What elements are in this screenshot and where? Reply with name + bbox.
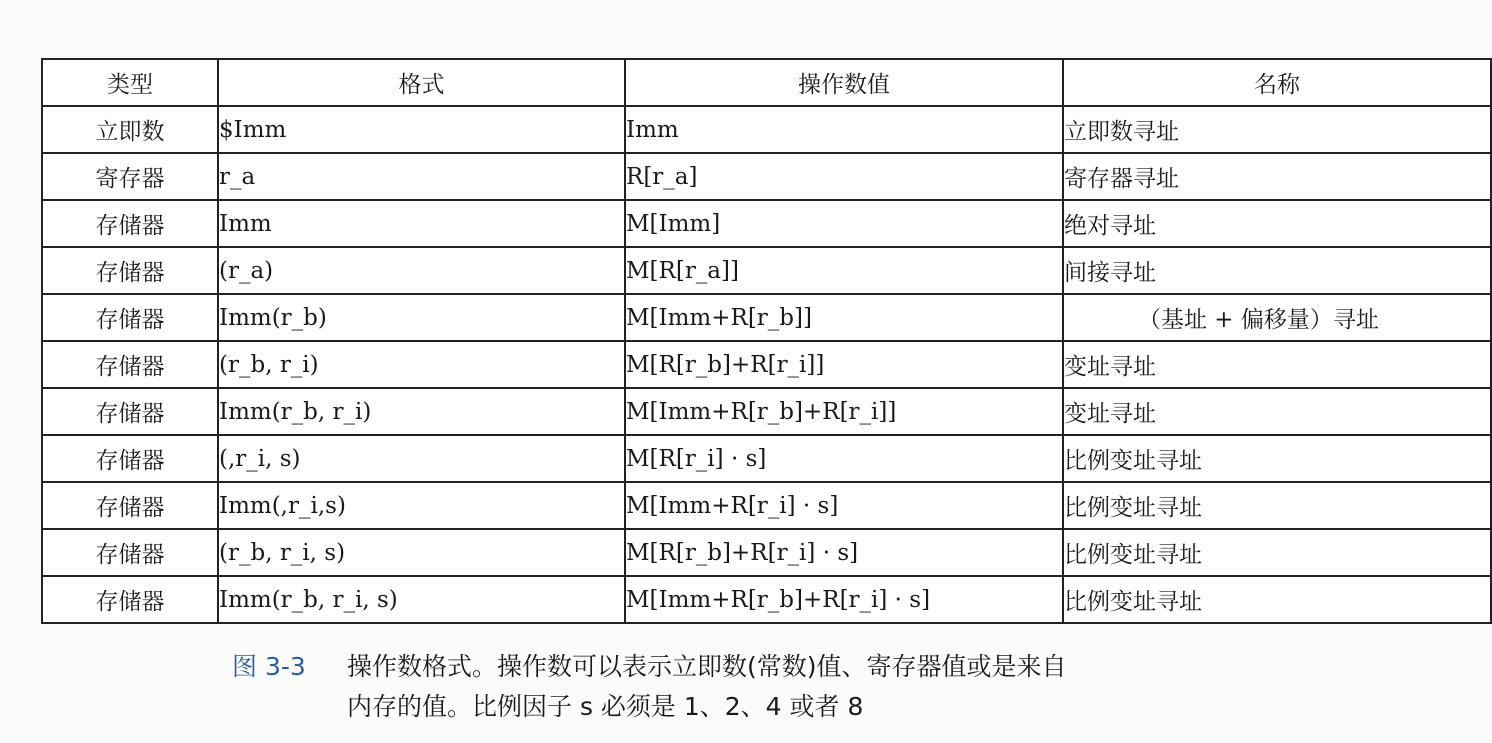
operand-format-table (41, 58, 1492, 624)
header-operand-value: 操作数值 (625, 59, 1063, 106)
table-header-row (42, 59, 1491, 106)
operand-value-cell: M[R[r_a]] (625, 247, 1063, 294)
operand-value-cell: M[Imm+R[r_b]] (625, 294, 1063, 341)
format-cell: Imm (218, 200, 625, 247)
header-format: 格式 (218, 59, 625, 106)
operand-value-cell: M[R[r_b]+R[r_i]] (625, 341, 1063, 388)
format-cell: Imm(r_b) (218, 294, 625, 341)
name-cell: 比例变址寻址 (1063, 576, 1491, 623)
operand-value-cell: M[Imm+R[r_b]+R[r_i] · s] (625, 576, 1063, 623)
type-cell: 存储器 (42, 529, 218, 576)
name-cell: 比例变址寻址 (1063, 529, 1491, 576)
type-cell: 立即数 (42, 106, 218, 153)
table-row (42, 153, 1491, 200)
format-cell: (r_b, r_i) (218, 341, 625, 388)
table-row (42, 106, 1491, 153)
type-cell: 存储器 (42, 576, 218, 623)
format-cell: (r_b, r_i, s) (218, 529, 625, 576)
name-cell: 比例变址寻址 (1063, 435, 1491, 482)
header-type: 类型 (42, 59, 218, 106)
table-row (42, 435, 1491, 482)
operand-value-cell: M[R[r_b]+R[r_i] · s] (625, 529, 1063, 576)
format-cell: (r_a) (218, 247, 625, 294)
type-cell: 存储器 (42, 341, 218, 388)
name-cell: 绝对寻址 (1063, 200, 1491, 247)
table-row (42, 482, 1491, 529)
table-row (42, 576, 1491, 623)
operand-value-cell: M[Imm+R[r_i] · s] (625, 482, 1063, 529)
caption-text-line-1: 操作数格式。操作数可以表示立即数(常数)值、寄存器值或是来自 (347, 652, 1067, 681)
format-cell: Imm(,r_i,s) (218, 482, 625, 529)
name-cell: 比例变址寻址 (1063, 482, 1491, 529)
table-row (42, 294, 1491, 341)
type-cell: 存储器 (42, 247, 218, 294)
operand-value-cell: M[Imm+R[r_b]+R[r_i]] (625, 388, 1063, 435)
name-cell: 变址寻址 (1063, 388, 1491, 435)
caption-text-line-2: 内存的值。比例因子 s 必须是 1、2、4 或者 8 (347, 692, 864, 721)
format-cell: Imm(r_b, r_i, s) (218, 576, 625, 623)
table-row (42, 247, 1491, 294)
operand-value-cell: R[r_a] (625, 153, 1063, 200)
type-cell: 寄存器 (42, 153, 218, 200)
operand-value-cell: Imm (625, 106, 1063, 153)
operand-value-cell: M[R[r_i] · s] (625, 435, 1063, 482)
type-cell: 存储器 (42, 200, 218, 247)
figure-label: 图 3-3 (232, 652, 306, 681)
type-cell: 存储器 (42, 388, 218, 435)
name-cell: （基址 + 偏移量）寻址 (1063, 294, 1491, 341)
format-cell: Imm(r_b, r_i) (218, 388, 625, 435)
format-cell: $Imm (218, 106, 625, 153)
header-name: 名称 (1063, 59, 1491, 106)
table-row (42, 529, 1491, 576)
name-cell: 寄存器寻址 (1063, 153, 1491, 200)
caption-line-1 (232, 647, 1382, 687)
figure-caption (232, 647, 1382, 727)
format-cell: r_a (218, 153, 625, 200)
format-cell: (,r_i, s) (218, 435, 625, 482)
name-cell: 立即数寻址 (1063, 106, 1491, 153)
operand-value-cell: M[Imm] (625, 200, 1063, 247)
name-cell: 间接寻址 (1063, 247, 1491, 294)
type-cell: 存储器 (42, 435, 218, 482)
table-row (42, 388, 1491, 435)
name-cell: 变址寻址 (1063, 341, 1491, 388)
table-row (42, 341, 1491, 388)
type-cell: 存储器 (42, 482, 218, 529)
type-cell: 存储器 (42, 294, 218, 341)
table-row (42, 200, 1491, 247)
